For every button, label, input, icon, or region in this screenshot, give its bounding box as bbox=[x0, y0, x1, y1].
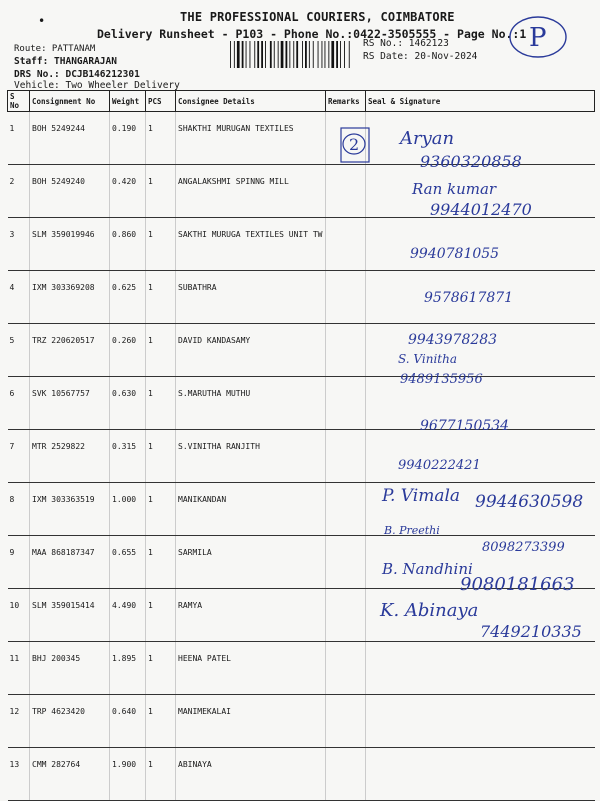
row-remarks bbox=[326, 218, 366, 271]
row-remarks bbox=[326, 695, 366, 748]
row-weight: 0.260 bbox=[110, 324, 146, 377]
signature-name: B. Nandhini bbox=[382, 560, 473, 578]
row-consignment-no: SLM 359019946 bbox=[30, 218, 110, 271]
corner-dot: • bbox=[38, 14, 46, 28]
signature-phone: 9944012470 bbox=[430, 200, 532, 219]
row-sno: 1 bbox=[8, 112, 30, 165]
row-consignee: MANIMEKALAI bbox=[176, 695, 326, 748]
signature-name: K. Abinaya bbox=[380, 600, 479, 621]
row-sno: 10 bbox=[8, 589, 30, 642]
barcode-image bbox=[228, 41, 354, 68]
col-header-weight: Weight bbox=[110, 91, 146, 112]
table-row bbox=[8, 748, 595, 801]
row-pcs: 1 bbox=[146, 536, 176, 589]
row-sno: 5 bbox=[8, 324, 30, 377]
row-pcs: 1 bbox=[146, 377, 176, 430]
remarks-marking bbox=[335, 124, 373, 164]
table-row bbox=[8, 695, 595, 748]
table-header-row bbox=[8, 91, 595, 112]
col-header-sno: S No bbox=[8, 91, 30, 112]
stamp-letter: P bbox=[529, 23, 547, 53]
table-row bbox=[8, 218, 595, 271]
row-pcs: 1 bbox=[146, 483, 176, 536]
row-remarks bbox=[326, 748, 366, 801]
drs-number: DRS No.: DCJB146212301 bbox=[14, 69, 140, 80]
table-row bbox=[8, 430, 595, 483]
row-sno: 12 bbox=[8, 695, 30, 748]
row-signature-cell bbox=[366, 748, 595, 801]
row-pcs: 1 bbox=[146, 430, 176, 483]
signature-name: Aryan bbox=[400, 128, 455, 149]
rs-number: RS No.: 1462123 bbox=[363, 38, 449, 49]
row-remarks bbox=[326, 165, 366, 218]
row-consignment-no: IXM 303363519 bbox=[30, 483, 110, 536]
runsheet-subtitle: Delivery Runsheet - P103 - Phone No.:0422-3505555 - Page No.:1 bbox=[97, 27, 527, 41]
row-weight: 0.860 bbox=[110, 218, 146, 271]
row-pcs: 1 bbox=[146, 642, 176, 695]
row-consignee: RAMYA bbox=[176, 589, 326, 642]
signature-phone: 9940781055 bbox=[410, 246, 500, 262]
row-remarks bbox=[326, 271, 366, 324]
row-sno: 7 bbox=[8, 430, 30, 483]
signature-phone: 7449210335 bbox=[480, 622, 582, 641]
signature-name: Ran kumar bbox=[412, 180, 497, 198]
row-sno: 3 bbox=[8, 218, 30, 271]
row-consignee: ABINAYA bbox=[176, 748, 326, 801]
rs-date: RS Date: 20-Nov-2024 bbox=[363, 51, 478, 62]
signature-phone: 9944630598 bbox=[475, 492, 584, 512]
row-consignee: SUBATHRA bbox=[176, 271, 326, 324]
signature-phone: 9360320858 bbox=[420, 152, 522, 171]
row-weight: 0.640 bbox=[110, 695, 146, 748]
signature-name: S. Vinitha bbox=[398, 352, 457, 366]
route-label: Route: PATTANAM bbox=[14, 44, 96, 54]
row-weight: 0.315 bbox=[110, 430, 146, 483]
row-signature-cell bbox=[366, 430, 595, 483]
signature-phone: 9578617871 bbox=[424, 290, 514, 306]
row-consignment-no: BOH 5249244 bbox=[30, 112, 110, 165]
remarks-number: 2 bbox=[349, 135, 360, 154]
staff-label: Staff: THANGARAJAN bbox=[14, 56, 117, 67]
signature-name: P. Vimala bbox=[382, 486, 461, 506]
row-signature-cell bbox=[366, 695, 595, 748]
row-sno: 11 bbox=[8, 642, 30, 695]
row-consignee: ANGALAKSHMI SPINNG MILL bbox=[176, 165, 326, 218]
row-consignee: HEENA PATEL bbox=[176, 642, 326, 695]
col-header-remarks: Remarks bbox=[326, 91, 366, 112]
signature-phone: 9677150534 bbox=[420, 418, 510, 434]
row-sno: 13 bbox=[8, 748, 30, 801]
row-consignee: DAVID KANDASAMY bbox=[176, 324, 326, 377]
row-consignee: S.MARUTHA MUTHU bbox=[176, 377, 326, 430]
row-sno: 2 bbox=[8, 165, 30, 218]
row-sno: 6 bbox=[8, 377, 30, 430]
row-remarks bbox=[326, 483, 366, 536]
signature-phone: 9080181663 bbox=[460, 574, 575, 595]
row-sno: 4 bbox=[8, 271, 30, 324]
row-remarks bbox=[326, 324, 366, 377]
vehicle-label: Vehicle: Two Wheeler Delivery bbox=[14, 80, 180, 91]
row-weight: 0.630 bbox=[110, 377, 146, 430]
row-consignee: SARMILA bbox=[176, 536, 326, 589]
row-consignee: SHAKTHI MURUGAN TEXTILES bbox=[176, 112, 326, 165]
row-pcs: 1 bbox=[146, 748, 176, 801]
row-consignment-no: BOH 5249240 bbox=[30, 165, 110, 218]
handwritten-p-stamp bbox=[507, 12, 569, 62]
col-header-pcs: PCS bbox=[146, 91, 176, 112]
row-pcs: 1 bbox=[146, 271, 176, 324]
row-consignment-no: SLM 359015414 bbox=[30, 589, 110, 642]
row-pcs: 1 bbox=[146, 218, 176, 271]
row-consignment-no: CMM 282764 bbox=[30, 748, 110, 801]
row-remarks bbox=[326, 589, 366, 642]
row-pcs: 1 bbox=[146, 324, 176, 377]
signature-phone: 9940222421 bbox=[398, 458, 481, 473]
row-weight: 4.490 bbox=[110, 589, 146, 642]
row-consignment-no: SVK 10567757 bbox=[30, 377, 110, 430]
row-pcs: 1 bbox=[146, 165, 176, 218]
col-header-consignment: Consignment No bbox=[30, 91, 110, 112]
row-signature-cell bbox=[366, 642, 595, 695]
row-remarks bbox=[326, 430, 366, 483]
row-consignee: SAKTHI MURUGA TEXTILES UNIT TW bbox=[176, 218, 326, 271]
row-weight: 1.000 bbox=[110, 483, 146, 536]
row-remarks bbox=[326, 377, 366, 430]
row-pcs: 1 bbox=[146, 112, 176, 165]
table-row bbox=[8, 642, 595, 695]
row-consignment-no: IXM 303369208 bbox=[30, 271, 110, 324]
row-consignment-no: MTR 2529822 bbox=[30, 430, 110, 483]
signature-phone: 9943978283 bbox=[408, 332, 498, 348]
signature-name: B. Preethi bbox=[384, 524, 440, 537]
row-weight: 1.900 bbox=[110, 748, 146, 801]
col-header-signature: Seal & Signature bbox=[366, 91, 595, 112]
row-consignment-no: BHJ 200345 bbox=[30, 642, 110, 695]
company-title: THE PROFESSIONAL COURIERS, COIMBATORE bbox=[180, 10, 455, 24]
row-pcs: 1 bbox=[146, 589, 176, 642]
row-weight: 0.625 bbox=[110, 271, 146, 324]
row-consignment-no: MAA 868187347 bbox=[30, 536, 110, 589]
row-remarks bbox=[326, 536, 366, 589]
table-row bbox=[8, 324, 595, 377]
row-weight: 0.655 bbox=[110, 536, 146, 589]
row-consignee: MANIKANDAN bbox=[176, 483, 326, 536]
row-consignment-no: TRZ 220620517 bbox=[30, 324, 110, 377]
row-signature-cell bbox=[366, 218, 595, 271]
row-remarks bbox=[326, 642, 366, 695]
row-weight: 0.190 bbox=[110, 112, 146, 165]
row-consignee: S.VINITHA RANJITH bbox=[176, 430, 326, 483]
row-pcs: 1 bbox=[146, 695, 176, 748]
row-sno: 9 bbox=[8, 536, 30, 589]
row-sno: 8 bbox=[8, 483, 30, 536]
delivery-table bbox=[7, 90, 595, 801]
signature-phone: 9489135956 bbox=[400, 372, 483, 387]
row-consignment-no: TRP 4623420 bbox=[30, 695, 110, 748]
row-weight: 1.895 bbox=[110, 642, 146, 695]
signature-phone: 8098273399 bbox=[482, 540, 565, 555]
row-weight: 0.420 bbox=[110, 165, 146, 218]
col-header-consignee: Consignee Details bbox=[176, 91, 326, 112]
